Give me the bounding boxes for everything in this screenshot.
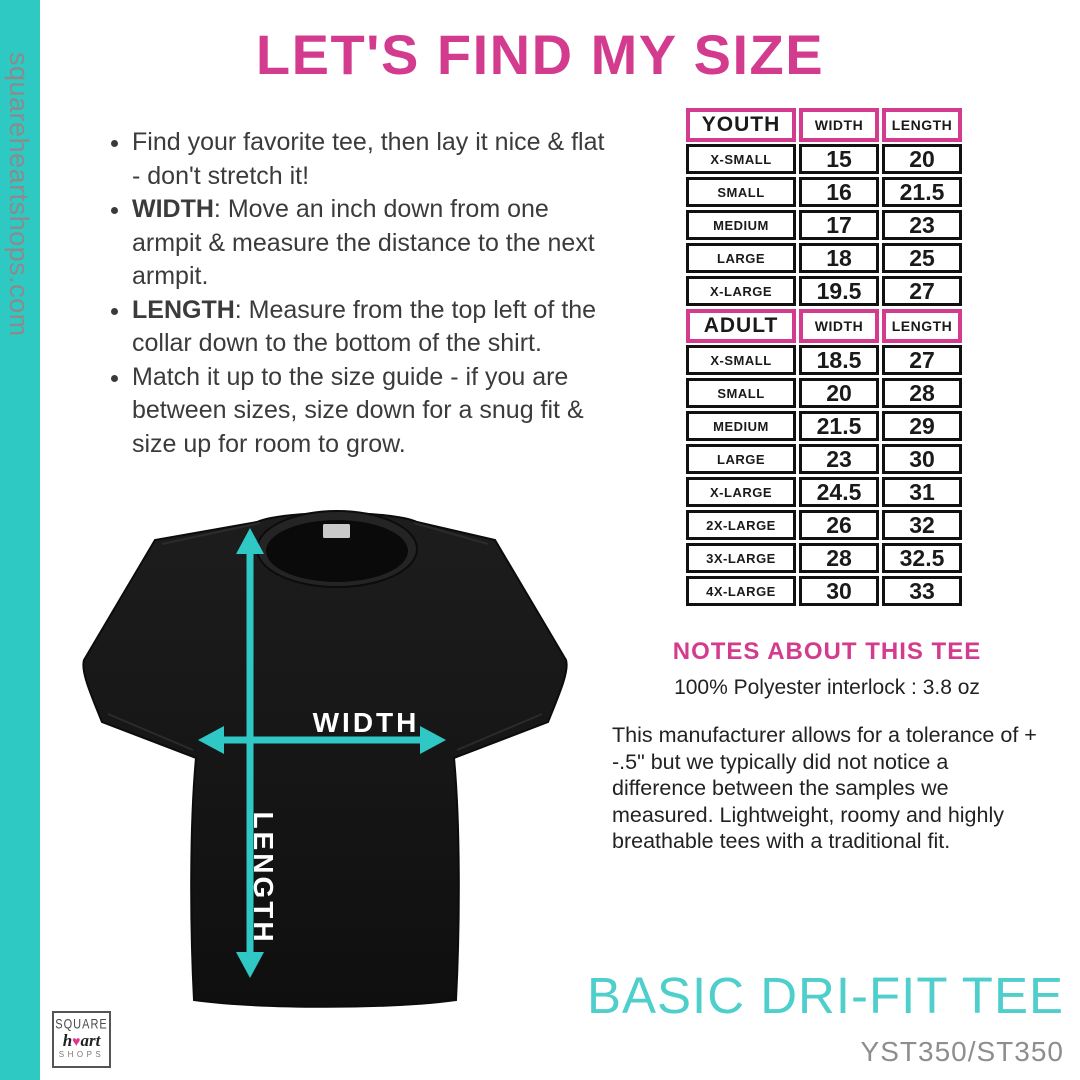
table-cell-size: X-SMALL [686, 144, 796, 174]
table-cell-length: 23 [882, 210, 962, 240]
website-url-vertical: squareheartshops.com [4, 52, 34, 337]
table-row [686, 543, 962, 573]
table-cell-size: X-LARGE [686, 276, 796, 306]
instruction-item [132, 361, 605, 462]
table-row [686, 177, 962, 207]
table-cell-length: 30 [882, 444, 962, 474]
table-cell-width: 19.5 [799, 276, 879, 306]
instruction-text: Match it up to the size guide - if you are between sizes, size down for a snug fit & size up for room to grow. [132, 362, 584, 458]
instruction-item [132, 294, 605, 361]
table-header-row [686, 108, 962, 142]
table-cell-width: 17 [799, 210, 879, 240]
table-header-length: LENGTH [882, 309, 962, 343]
instructions-list [100, 126, 605, 461]
logo-square-text: SQUARE [55, 1017, 108, 1033]
table-row [686, 411, 962, 441]
table-cell-length: 29 [882, 411, 962, 441]
table-header-width: WIDTH [799, 108, 879, 142]
table-body-adult [686, 345, 962, 606]
width-label: WIDTH [312, 707, 420, 738]
table-cell-size: SMALL [686, 177, 796, 207]
table-cell-width: 23 [799, 444, 879, 474]
notes-paragraph: This manufacturer allows for a tolerance of + -.5" but we typically did not notice a difference between the samples we measured. Lightweight, roomy and highly breathable tees with a traditional fit. [612, 723, 1037, 853]
table-cell-width: 15 [799, 144, 879, 174]
table-cell-size: SMALL [686, 378, 796, 408]
page-title: LET'S FIND MY SIZE [255, 23, 825, 86]
logo-shops-text: SHOPS [58, 1050, 105, 1059]
table-cell-length: 31 [882, 477, 962, 507]
logo-heart-post: art [80, 1031, 101, 1050]
table-cell-size: 3X-LARGE [686, 543, 796, 573]
table-cell-size: MEDIUM [686, 210, 796, 240]
tshirt-diagram [60, 492, 580, 1014]
table-header-group: YOUTH [686, 108, 796, 142]
table-row [686, 210, 962, 240]
table-row [686, 144, 962, 174]
table-cell-length: 27 [882, 276, 962, 306]
table-cell-width: 18.5 [799, 345, 879, 375]
table-row [686, 477, 962, 507]
table-cell-size: MEDIUM [686, 411, 796, 441]
heart-icon: ♥ [72, 1035, 81, 1050]
brand-logo [52, 1011, 111, 1068]
logo-heart-text [63, 1032, 101, 1050]
table-cell-width: 30 [799, 576, 879, 606]
table-cell-length: 32.5 [882, 543, 962, 573]
table-cell-size: LARGE [686, 444, 796, 474]
table-cell-size: 4X-LARGE [686, 576, 796, 606]
fabric-info: 100% Polyester interlock : 3.8 oz [674, 676, 980, 699]
table-cell-width: 21.5 [799, 411, 879, 441]
table-header-row [686, 309, 962, 343]
size-table-section-adult [686, 309, 962, 606]
size-table [686, 108, 962, 609]
table-row [686, 510, 962, 540]
neck-tag [323, 524, 350, 538]
notes-heading: NOTES ABOUT THIS TEE [672, 638, 982, 665]
product-name: BASIC DRI-FIT TEE [586, 967, 1064, 1024]
table-cell-width: 16 [799, 177, 879, 207]
table-cell-width: 18 [799, 243, 879, 273]
instruction-item [132, 193, 605, 294]
instruction-bold: WIDTH [132, 195, 214, 223]
product-sku: YST350/ST350 [860, 1036, 1064, 1067]
table-cell-width: 28 [799, 543, 879, 573]
table-cell-width: 26 [799, 510, 879, 540]
table-row [686, 378, 962, 408]
table-cell-length: 27 [882, 345, 962, 375]
table-cell-size: 2X-LARGE [686, 510, 796, 540]
table-row [686, 576, 962, 606]
table-row [686, 444, 962, 474]
table-header-width: WIDTH [799, 309, 879, 343]
table-row [686, 243, 962, 273]
table-cell-length: 25 [882, 243, 962, 273]
table-cell-width: 20 [799, 378, 879, 408]
table-cell-size: LARGE [686, 243, 796, 273]
length-label: LENGTH [248, 811, 279, 945]
instruction-text: : Move an inch down from one armpit & measure the distance to the next armpit. [132, 195, 595, 290]
table-cell-size: X-LARGE [686, 477, 796, 507]
instruction-text: : Measure from the top left of the collar down to the bottom of the shirt. [132, 295, 597, 357]
instruction-text: Find your favorite tee, then lay it nice & flat - don't stretch it! [132, 128, 605, 190]
table-cell-length: 21.5 [882, 177, 962, 207]
table-cell-length: 33 [882, 576, 962, 606]
table-cell-length: 32 [882, 510, 962, 540]
instruction-bold: LENGTH [132, 295, 235, 324]
table-cell-length: 20 [882, 144, 962, 174]
logo-heart-pre: h [62, 1031, 73, 1050]
size-table-section-youth [686, 108, 962, 306]
instruction-item [132, 126, 605, 193]
table-row [686, 345, 962, 375]
table-cell-size: X-SMALL [686, 345, 796, 375]
table-row [686, 276, 962, 306]
table-cell-width: 24.5 [799, 477, 879, 507]
table-cell-length: 28 [882, 378, 962, 408]
table-header-length: LENGTH [882, 108, 962, 142]
table-header-group: ADULT [686, 309, 796, 343]
table-body-youth [686, 144, 962, 306]
